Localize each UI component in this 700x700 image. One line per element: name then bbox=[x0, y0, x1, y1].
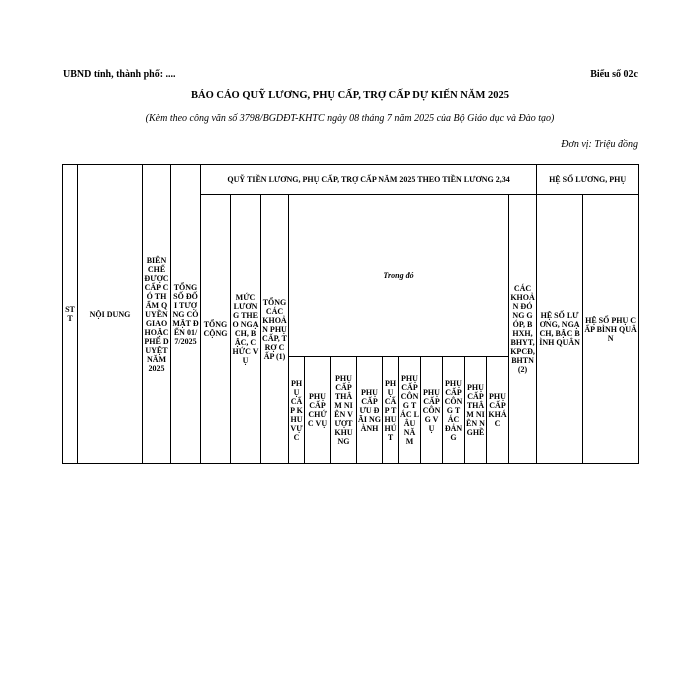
col-bien-che: BIÊN CHẾ ĐƯỢC CẤP CÓ THẨM QUYỀN GIAO HOẶC PHÊ DUYỆT NĂM 2025 bbox=[143, 165, 171, 464]
col-phu-cap-cong-tac-dang: PHỤ CẤP CÔNG TÁC ĐẢNG bbox=[443, 357, 465, 464]
group-he-so: HỆ SỐ LƯƠNG, PHỤ bbox=[537, 165, 639, 195]
col-tong-cong: TỔNG CỘNG bbox=[201, 195, 231, 464]
col-dong-gop: CÁC KHOẢN ĐÓNG GÓP, BHXH, BHYT, KPCĐ, BHTN (2) bbox=[509, 195, 537, 464]
col-phu-cap-uu-dai-nganh: PHỤ CẤP ƯU ĐÃI NGÀNH bbox=[357, 357, 383, 464]
col-he-so-luong: HỆ SỐ LƯƠNG, NGẠCH, BẬC BÌNH QUÂN bbox=[537, 195, 583, 464]
col-phu-cap-cong-tac-lau-nam: PHỤ CẤP CÔNG TÁC LÂU NĂM bbox=[399, 357, 421, 464]
col-stt: STT bbox=[63, 165, 78, 464]
col-phu-cap-tham-nien-vuot-khung: PHỤ CẤP THÂM NIÊN VƯỢT KHUNG bbox=[331, 357, 357, 464]
report-table bbox=[62, 164, 639, 464]
col-phu-cap-khac: PHỤ CẤP KHÁC bbox=[487, 357, 509, 464]
organization-label: UBND tỉnh, thành phố: .... bbox=[63, 69, 176, 80]
col-tong-so: TỔNG SỐ ĐỐI TƯỢNG CÓ MẶT ĐẾN 01/7/2025 bbox=[171, 165, 201, 464]
group-quy-tien-luong: QUỸ TIỀN LƯƠNG, PHỤ CẤP, TRỢ CẤP NĂM 2025 THEO TIỀN LƯƠNG 2,34 bbox=[201, 165, 537, 195]
col-tong-phu-cap: TỔNG CÁC KHOẢN PHỤ CẤP, TRỢ CẤP (1) bbox=[261, 195, 289, 464]
col-phu-cap-thu-hut: PHỤ CẤP THU HÚT bbox=[383, 357, 399, 464]
col-muc-luong: MỨC LƯƠNG THEO NGẠCH, BẬC, CHỨC VỤ bbox=[231, 195, 261, 464]
col-noi-dung: NỘI DUNG bbox=[78, 165, 143, 464]
group-trong-do: Trong đó bbox=[289, 195, 509, 357]
form-number: Biểu số 02c bbox=[590, 69, 638, 80]
report-subtitle: (Kèm theo công văn số 3798/BGDĐT-KHTC ngày 08 tháng 7 năm 2025 của Bộ Giáo dục và Đào tạo) bbox=[145, 113, 555, 124]
col-phu-cap-chuc-vu: PHỤ CẤP CHỨC VỤ bbox=[305, 357, 331, 464]
col-phu-cap-cong-vu: PHỤ CẤP CÔNG VỤ bbox=[421, 357, 443, 464]
col-phu-cap-khu-vuc: PHỤ CẤP KHU VỰC bbox=[289, 357, 305, 464]
unit-label: Đơn vị: Triệu đồng bbox=[561, 139, 638, 150]
col-phu-cap-tham-nien-nghe: PHỤ CẤP THÂM NIÊN NGHỀ bbox=[465, 357, 487, 464]
col-he-so-phu-cap: HỆ SỐ PHỤ CẤP BÌNH QUÂN bbox=[583, 195, 639, 464]
report-title: BÁO CÁO QUỸ LƯƠNG, PHỤ CẤP, TRỢ CẤP DỰ KIẾN NĂM 2025 bbox=[190, 90, 510, 101]
